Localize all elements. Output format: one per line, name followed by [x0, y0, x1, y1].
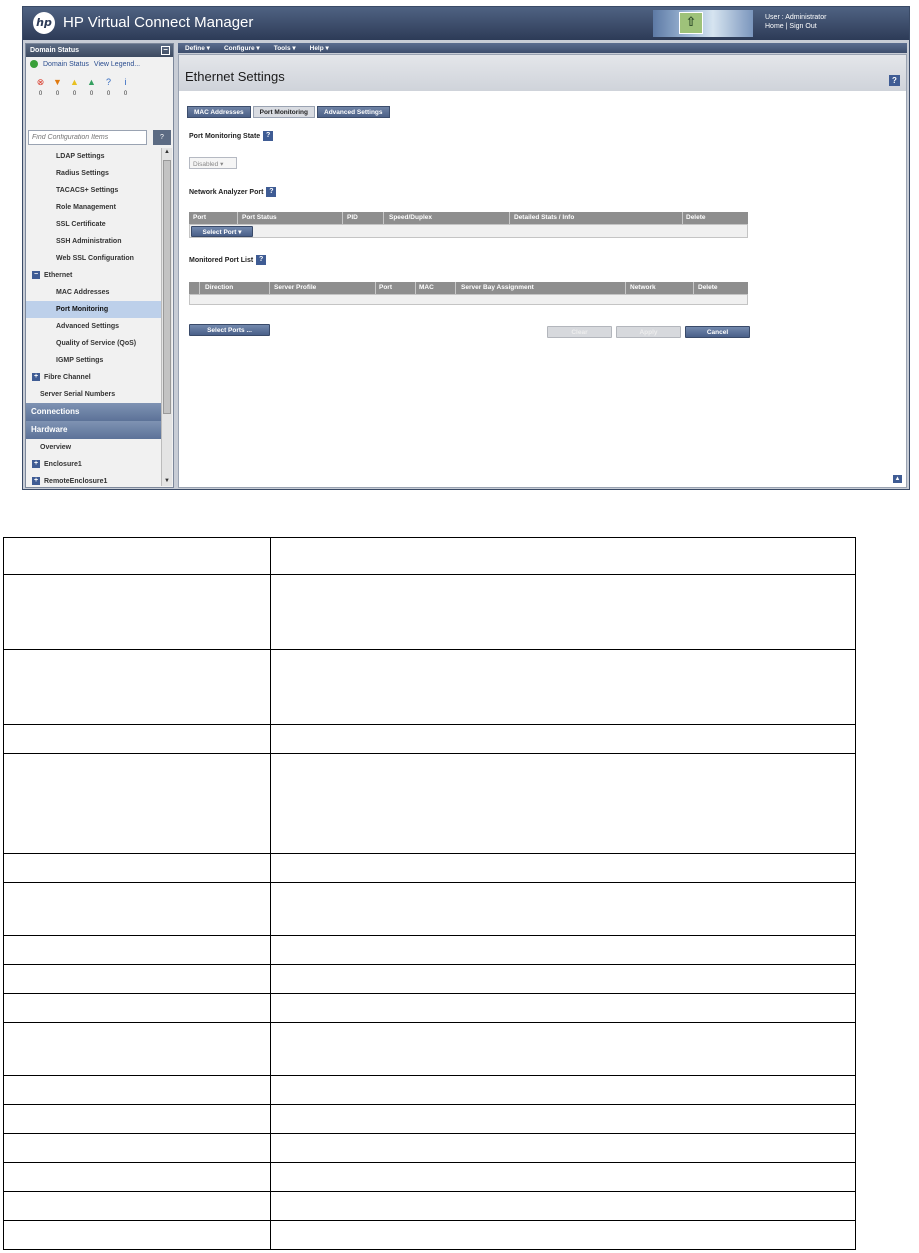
status-glyph: ▼	[53, 77, 62, 87]
table-cell	[4, 1163, 271, 1192]
status-glyph: ?	[105, 77, 111, 87]
column-divider	[415, 282, 416, 294]
tree-item[interactable]	[26, 439, 161, 456]
info-icon[interactable]	[117, 77, 134, 99]
column-divider	[509, 212, 510, 224]
column-header[interactable]: Delete	[686, 214, 706, 221]
table-cell	[271, 1023, 856, 1076]
tree-item[interactable]	[26, 182, 161, 199]
column-header[interactable]: MAC	[419, 284, 434, 291]
user-info	[765, 13, 826, 31]
help-icon[interactable]: ?	[256, 255, 266, 265]
status-glyph: ▲	[70, 77, 79, 87]
scroll-down-icon[interactable]: ▼	[164, 478, 170, 484]
table-cell	[4, 1105, 271, 1134]
menu-item[interactable]: Define ▾	[185, 45, 210, 52]
table-cell	[271, 1105, 856, 1134]
tree-scrollbar[interactable]	[161, 148, 172, 486]
status-count: 0	[72, 91, 77, 97]
tree-item-label: Port Monitoring	[56, 306, 109, 313]
tree-item-label: Overview	[40, 444, 72, 451]
column-divider	[237, 212, 238, 224]
column-header[interactable]: Port	[193, 214, 206, 221]
table-row	[4, 1076, 856, 1105]
find-config-input[interactable]	[28, 130, 147, 145]
tree-item[interactable]	[26, 216, 161, 233]
status-icon-row	[26, 71, 173, 99]
table-cell	[271, 650, 856, 725]
help-icon[interactable]: ?	[266, 187, 276, 197]
domain-status-row	[26, 57, 173, 71]
table-cell	[271, 883, 856, 936]
tree-item[interactable]	[26, 250, 161, 267]
column-divider	[693, 282, 694, 294]
tree-item[interactable]	[26, 386, 161, 403]
status-count: 0	[38, 91, 43, 97]
vc-manager-screenshot	[22, 6, 910, 490]
find-row	[26, 130, 174, 146]
critical-icon[interactable]	[32, 77, 49, 99]
header-banner	[653, 10, 753, 37]
tree-item-label: Role Management	[56, 204, 116, 211]
table-cell	[4, 1221, 271, 1250]
unknown-icon[interactable]	[100, 77, 117, 99]
table-cell	[271, 965, 856, 994]
description-table	[3, 537, 856, 1250]
tree-item[interactable]	[26, 165, 161, 182]
select-ports-button[interactable]: Select Ports ...	[189, 324, 270, 336]
table-row	[4, 854, 856, 883]
table-cell	[4, 650, 271, 725]
table-cell	[4, 1076, 271, 1105]
view-legend-link[interactable]: View Legend...	[93, 60, 141, 68]
table-cell	[4, 854, 271, 883]
column-divider	[269, 282, 270, 294]
table-row	[4, 1105, 856, 1134]
table-cell	[271, 538, 856, 575]
column-divider	[375, 282, 376, 294]
column-divider	[455, 282, 456, 294]
table-cell	[4, 936, 271, 965]
table-cell	[4, 1134, 271, 1163]
select-port-button[interactable]: Select Port ▾	[191, 226, 253, 237]
menu-item[interactable]: Help ▾	[309, 45, 329, 52]
tree-item-label: RemoteEnclosure1	[44, 478, 108, 485]
domain-status-title: Domain Status	[30, 47, 80, 54]
table-cell	[271, 994, 856, 1023]
table-cell	[4, 575, 271, 650]
table-cell	[271, 1076, 856, 1105]
clear-button[interactable]: Clear	[547, 326, 612, 338]
cancel-button[interactable]: Cancel	[685, 326, 750, 338]
table-row	[4, 575, 856, 650]
tree-item[interactable]	[26, 318, 161, 335]
table-cell	[271, 936, 856, 965]
table-cell	[271, 575, 856, 650]
tree-item-label: LDAP Settings	[56, 153, 105, 160]
table-cell	[4, 1192, 271, 1221]
analyzer-table-body	[189, 224, 748, 238]
collapse-icon[interactable]: −	[33, 271, 39, 279]
app-header	[23, 7, 909, 40]
tree-item-label: Web SSL Configuration	[56, 255, 134, 262]
tree-item-label: Server Serial Numbers	[40, 391, 116, 398]
table-row	[4, 965, 856, 994]
minor-icon[interactable]	[66, 77, 83, 99]
expand-icon[interactable]: +	[33, 460, 39, 468]
tree-item-label: Fibre Channel	[44, 374, 91, 381]
network-analyzer-label	[189, 187, 276, 197]
port-monitoring-state-text: Port Monitoring State	[189, 132, 261, 140]
tree-item[interactable]	[26, 473, 161, 486]
table-cell	[4, 965, 271, 994]
status-glyph: ⊗	[36, 77, 45, 87]
tree-item-label: TACACS+ Settings	[56, 187, 119, 194]
column-header[interactable]: Server Profile	[274, 284, 317, 291]
network-analyzer-text: Network Analyzer Port	[189, 188, 264, 196]
scroll-up-icon[interactable]: ▲	[164, 149, 170, 155]
table-cell	[4, 725, 271, 754]
port-monitoring-state-select[interactable]	[189, 157, 237, 169]
title-bar	[179, 55, 906, 91]
table-cell	[4, 754, 271, 854]
column-header[interactable]: Speed/Duplex	[389, 214, 432, 221]
tree-item[interactable]	[26, 199, 161, 216]
tree-item-label: Hardware	[31, 425, 68, 434]
table-cell	[271, 1163, 856, 1192]
tab-strip	[187, 106, 390, 118]
tree-item[interactable]	[26, 148, 161, 165]
scroll-top-icon[interactable]: ▲	[894, 476, 901, 482]
apply-button[interactable]: Apply	[616, 326, 681, 338]
tree-item-label: Quality of Service (QoS)	[56, 340, 137, 347]
column-header[interactable]: Direction	[205, 284, 234, 291]
status-count: 0	[89, 91, 94, 97]
table-row	[4, 650, 856, 725]
app-title: HP Virtual Connect Manager	[63, 14, 254, 31]
table-cell	[271, 1192, 856, 1221]
tab-advanced-settings[interactable]: Advanced Settings	[317, 106, 390, 118]
tree-item-label: MAC Addresses	[56, 289, 110, 296]
hp-logo: hp	[33, 12, 55, 34]
table-row	[4, 994, 856, 1023]
tree-item-label: IGMP Settings	[56, 357, 104, 364]
tree-item[interactable]	[26, 456, 161, 473]
help-icon[interactable]: ?	[263, 131, 273, 141]
menu-item[interactable]: Configure ▾	[223, 45, 260, 52]
column-header[interactable]: PID	[347, 214, 358, 221]
column-divider	[383, 212, 384, 224]
tree-item[interactable]	[26, 267, 161, 284]
table-row	[4, 1163, 856, 1192]
table-cell	[4, 994, 271, 1023]
page-help-icon[interactable]: ?	[889, 75, 900, 86]
table-cell	[4, 1023, 271, 1076]
chevron-down-icon: ▾	[220, 161, 224, 168]
tree-item[interactable]	[26, 284, 161, 301]
analyzer-table-header	[189, 212, 748, 224]
table-row	[4, 725, 856, 754]
tree-item[interactable]	[26, 233, 161, 250]
tree-item[interactable]	[26, 301, 161, 318]
monitored-table-header	[189, 282, 748, 294]
table-row	[4, 754, 856, 854]
status-count: 0	[123, 91, 128, 97]
column-header[interactable]: Port	[379, 284, 392, 291]
status-glyph: i	[124, 77, 127, 87]
column-header[interactable]: Port Status	[242, 214, 277, 221]
menu-item[interactable]: Tools ▾	[273, 45, 296, 52]
scroll-thumb[interactable]	[163, 160, 171, 414]
domain-status-header	[26, 44, 173, 57]
signout-link[interactable]: Sign Out	[789, 23, 817, 30]
domain-status-link[interactable]: Domain Status	[43, 60, 89, 68]
expand-icon[interactable]: +	[33, 477, 39, 485]
table-row	[4, 883, 856, 936]
port-monitoring-state-label	[189, 131, 273, 141]
user-label: User : Administrator	[765, 14, 827, 21]
page-title: Ethernet Settings	[185, 69, 285, 84]
tree-item-label: Advanced Settings	[56, 323, 120, 330]
column-divider	[682, 212, 683, 224]
home-arrow-icon: ⇧	[679, 12, 703, 34]
home-link[interactable]: Home	[765, 23, 784, 30]
column-header[interactable]: Network	[630, 284, 656, 291]
tree-item-label: Radius Settings	[56, 170, 109, 177]
collapse-icon[interactable]: −	[161, 46, 170, 55]
find-help-button[interactable]: ?	[153, 130, 171, 145]
column-header[interactable]: Delete	[698, 284, 718, 291]
table-cell	[271, 1221, 856, 1250]
tree-item[interactable]	[26, 335, 161, 352]
table-row	[4, 538, 856, 575]
section-header[interactable]	[26, 421, 161, 439]
column-divider	[342, 212, 343, 224]
table-row	[4, 1134, 856, 1163]
table-cell	[271, 854, 856, 883]
navigation-panel	[25, 43, 174, 488]
tree-item-label: Ethernet	[44, 272, 73, 279]
table-cell	[271, 754, 856, 854]
main-content	[178, 54, 907, 488]
tab-mac-addresses[interactable]: MAC Addresses	[187, 106, 251, 118]
monitored-table-body	[189, 294, 748, 305]
tree-item-label: Enclosure1	[44, 461, 82, 468]
table-row	[4, 936, 856, 965]
column-divider	[199, 282, 200, 294]
link-separator: |	[785, 23, 788, 30]
warning-icon[interactable]	[83, 77, 100, 99]
tree-item[interactable]	[26, 352, 161, 369]
menu-bar	[178, 43, 907, 53]
table-row	[4, 1192, 856, 1221]
table-cell	[4, 538, 271, 575]
status-ok-icon	[30, 60, 38, 68]
tree-item-label: SSL Certificate	[56, 221, 106, 228]
table-cell	[271, 725, 856, 754]
status-glyph: ▲	[87, 77, 96, 87]
column-header[interactable]: Server Bay Assignment	[461, 284, 534, 291]
monitored-list-text: Monitored Port List	[189, 256, 254, 264]
column-header[interactable]: Detailed Stats / Info	[514, 214, 575, 221]
tree-item[interactable]	[26, 369, 161, 386]
table-cell	[271, 1134, 856, 1163]
expand-icon[interactable]: +	[33, 373, 39, 381]
table-cell	[4, 883, 271, 936]
status-count: 0	[55, 91, 60, 97]
major-icon[interactable]	[49, 77, 66, 99]
section-header[interactable]	[26, 403, 161, 421]
tree-item-label: SSH Administration	[56, 238, 122, 245]
table-row	[4, 1221, 856, 1250]
tree-item-label: Connections	[31, 407, 80, 416]
port-monitoring-state-value: Disabled	[193, 161, 219, 168]
tab-port-monitoring[interactable]: Port Monitoring	[253, 106, 315, 118]
status-count: 0	[106, 91, 111, 97]
table-row	[4, 1023, 856, 1076]
column-divider	[625, 282, 626, 294]
config-tree	[26, 148, 161, 486]
monitored-list-label	[189, 255, 266, 265]
